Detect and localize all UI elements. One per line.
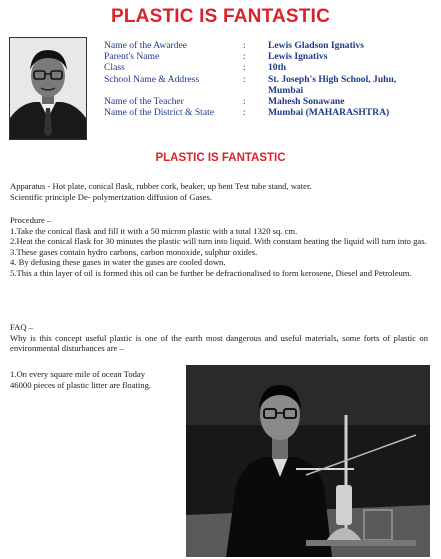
apparatus-text: Apparatus - Hot plate, conical flask, rubber cork, beaker, up bent Test tube stand, water. (10, 181, 312, 191)
awardee-portrait-photo (9, 37, 87, 140)
info-label: School Name & Address (104, 73, 200, 85)
faq-block (10, 322, 428, 354)
info-separator: : (243, 107, 246, 119)
info-separator: : (243, 95, 246, 107)
page-title: PLASTIC IS FANTASTIC (111, 6, 330, 27)
info-value: St. Joseph's High School, Juhu, (268, 73, 397, 85)
procedure-step: 5.This a thin layer of oil is formed this oil can be further be defractionalised to form kerosene, Diesel and Petroleum. (10, 267, 412, 278)
experiment-graphic (186, 365, 430, 557)
info-label: Name of the Awardee (104, 40, 188, 51)
info-separator: : (243, 51, 246, 63)
fact-line: 1.On every square mile of ocean Today (10, 369, 146, 379)
procedure-block (10, 215, 428, 279)
apparatus-block (10, 181, 428, 202)
info-value: Lewis Ignativs (268, 51, 328, 63)
principle-text: Scientific principle De- polymerization diffusion of Gases. (10, 191, 212, 202)
info-value: Mahesh Sonawane (268, 95, 345, 107)
info-label: Parent's Name (104, 51, 160, 63)
section-title: PLASTIC IS FANTASTIC (155, 152, 286, 164)
faq-heading: FAQ – (10, 322, 33, 332)
info-label: Class (104, 62, 125, 74)
info-value: Mumbai (268, 84, 304, 96)
info-separator: : (243, 73, 246, 85)
info-value: Mumbai (MAHARASHTRA) (268, 107, 390, 119)
procedure-step: 2.Heat the conical flask for 30 minutes the plastic will turn into liquid. With constant heating the liquid will turn into gas. (10, 236, 427, 247)
info-separator: : (243, 40, 246, 51)
faq-text: Why is this concept useful plastic is one of the earth most dangerous and useful materials, some forts of plastic on environmental disturbances are – (10, 332, 428, 354)
info-separator: : (243, 62, 246, 74)
experiment-photo (186, 365, 430, 557)
info-value: 10th (268, 62, 287, 74)
fact-block (10, 369, 182, 390)
procedure-step: 4. By defusing these gases in water the gases are cooled down. (10, 257, 226, 268)
procedure-heading: Procedure – (10, 215, 52, 225)
info-label: Name of the Teacher (104, 95, 184, 107)
info-value: Lewis Gladson Ignativs (268, 40, 364, 51)
info-label: Name of the District & State (104, 107, 215, 119)
procedure-step: 1.Take the conical flask and fill it with a 50 micron plastic with a total 1320 sq. cm. (10, 225, 298, 236)
fact-line: 46000 pieces of plastic litter are floating. (10, 379, 152, 390)
procedure-step: 3.These gases contain hydro carbons, carbon monoxide, sulphur oxides. (10, 246, 258, 257)
portrait-graphic (10, 38, 86, 139)
